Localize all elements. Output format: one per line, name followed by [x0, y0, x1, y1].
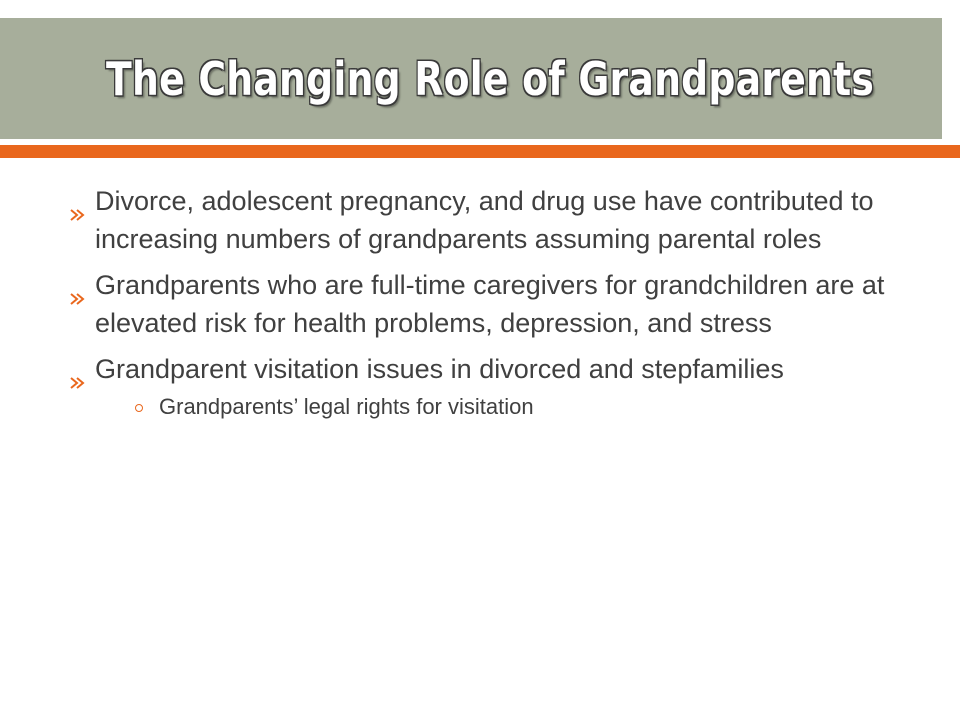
bullet-list — [70, 182, 900, 430]
double-arrow-bullet-icon — [70, 194, 89, 208]
accent-divider — [0, 145, 960, 158]
bullet-text: Divorce, adolescent pregnancy, and drug use have contributed to increasing numbers of grandparents assuming parental roles — [95, 186, 874, 254]
bullet-text: Grandparent visitation issues in divorced and stepfamilies — [95, 354, 784, 384]
bullet-item — [70, 266, 900, 342]
bullet-text: Grandparents who are full-time caregivers for grandchildren are at elevated risk for health problems, depression, and stress — [95, 270, 885, 338]
bullet-item — [70, 182, 900, 258]
hollow-circle-bullet-icon — [135, 404, 143, 412]
slide-title: The Changing Role of Grandparents — [106, 51, 875, 106]
title-band — [0, 18, 942, 139]
bullet-item — [70, 350, 900, 422]
double-arrow-bullet-icon — [70, 278, 89, 292]
double-arrow-bullet-icon — [70, 362, 89, 376]
sub-bullet-text: Grandparents’ legal rights for visitation — [159, 394, 534, 419]
sub-bullet-item — [95, 392, 900, 422]
